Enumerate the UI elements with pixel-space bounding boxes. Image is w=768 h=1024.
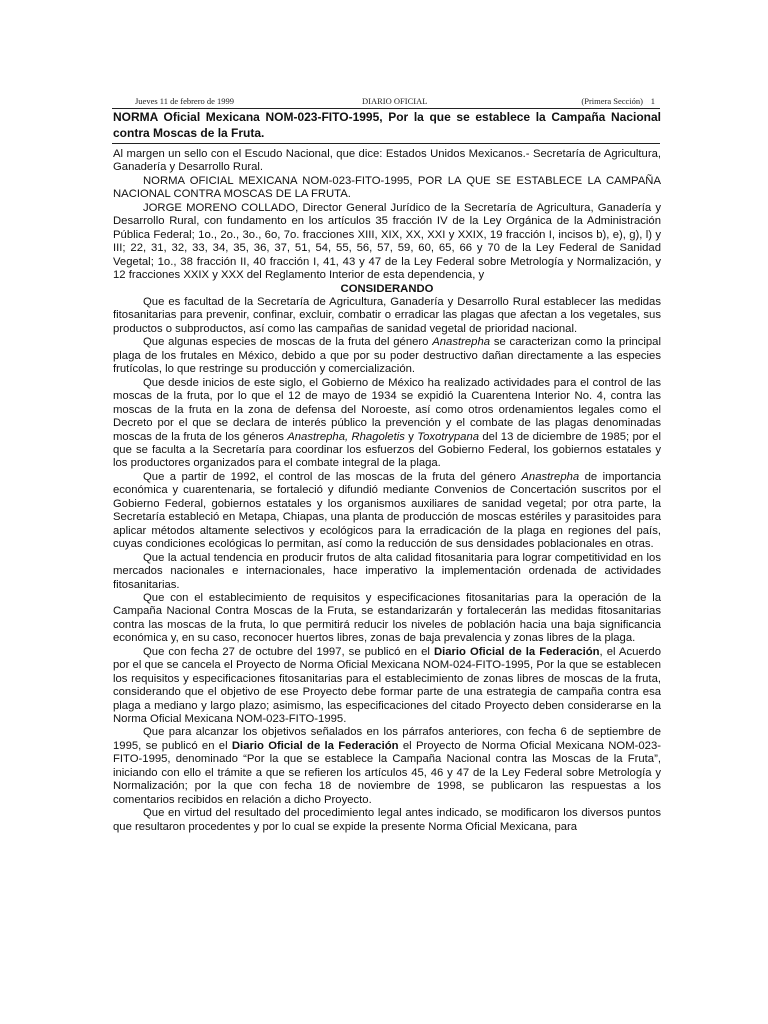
header-section: (Primera Sección) [581, 96, 643, 106]
paragraph-requirements: Que con el establecimiento de requisitos y especificaciones fitosanitarias para la operación de la Campaña Nacional Contra Moscas de la Fruta, se estandarizarán y fortalecerán las medidas fitosanitarias contra las moscas de la fruta, lo que permitirá reducir los niveles de población hacia una baja significancia económica y, en su caso, reconocer huertos libres, zonas de baja prevalencia y zonas libres de la plaga. [113, 591, 661, 645]
header-page-number: 1 [650, 96, 655, 106]
paragraph-1995: Que para alcanzar los objetivos señalados en los párrafos anteriores, con fecha 6 de septiembre de 1995, se publicó en el Diario Oficial de la Federación el Proyecto de Norma Oficial Mexicana NOM-023-FITO-1995, denominado “Por la que se establece la Campaña Nacional contra las Moscas de la Fruta”, iniciando con ello el trámite a que se refieren los artículos 45, 46 y 47 de la Ley Federal sobre Metrología y Normalización; por la que con fecha 18 de noviembre de 1998, se publicaron las respuestas a los comentarios recibidos en relación a dicho Proyecto. [113, 726, 661, 806]
header-publication: DIARIO OFICIAL [362, 96, 428, 106]
paragraph-1997: Que con fecha 27 de octubre del 1997, se publicó en el Diario Oficial de la Federación, el Acuerdo por el que se cancela el Proyecto de Norma Oficial Mexicana NOM-024-FITO-1995, Por la que se establecen los requisitos y especificaciones fitosanitarias para el establecimiento de zonas libres de moscas de la fruta, considerando que el objetivo de ese Proyecto debe formar parte de una estrategia de campaña contra esa plaga a mediano y largo plazo; asimismo, las especificaciones del citado Proyecto deben considerarse en la Norma Oficial Mexicana NOM-023-FITO-1995. [113, 645, 661, 726]
paragraph-1992: Que a partir de 1992, el control de las moscas de la fruta del género Anastrepha de importancia económica y cuarentenaria, se fortaleció y difundió mediante Convenios de Concertación suscritos por el Gobierno Federal, gobiernos estatales y los organismos auxiliares de sanidad vegetal; por otra parte, la Secretaría estableció en Metapa, Chiapas, una planta de producción de moscas estériles y parasitoides para aplicar métodos altamente selectivos y ecológicos para la erradicación de la plaga en regiones del país, cuyas condiciones ecológicas lo permitan, así como la reducción de sus densidades poblacionales en otras. [113, 470, 661, 551]
considerando-heading: CONSIDERANDO [340, 282, 434, 295]
paragraph-species: Que algunas especies de moscas de la fruta del género Anastrepha se caracterizan como la principal plaga de los frutales en México, debido a que por su poder destructivo dañan directamente a las especies frutícolas, lo que restringe su producción y comercialización. [113, 336, 661, 376]
page-header [135, 96, 655, 108]
document-body [113, 148, 661, 834]
paragraph-result: Que en virtud del resultado del procedimiento legal antes indicado, se modificaron los diversos puntos que resultaron procedentes y por lo cual se expide la presente Norma Oficial Mexicana, para [113, 807, 661, 833]
paragraph-faculty: Que es facultad de la Secretaría de Agricultura, Ganadería y Desarrollo Rural establecer las medidas fitosanitarias para prevenir, confinar, excluir, combatir o erradicar las plagas que afectan a los vegetales, sus productos o subproductos, así como las campañas de sanidad vegetal de prioridad nacional. [113, 295, 661, 335]
paragraph-signatory: JORGE MORENO COLLADO, Director General Jurídico de la Secretaría de Agricultura, Ganadería y Desarrollo Rural, con fundamento en los artículos 35 fracción IV de la Ley Orgánica de la Administración Pública Federal; 1o., 2o., 3o., 6o, 7o. fracciones XIII, XIX, XX, XXI y XXIX, 19 fracción I, incisos b), e), g), l) y III; 22, 31, 32, 33, 34, 35, 36, 37, 51, 54, 55, 56, 57, 59, 60, 65, 66 y 70 de la Ley Federal de Sanidad Vegetal; 1o., 38 fracción II, 40 fracción I, 41, 43 y 47 de la Ley Federal sobre Metrología y Normalización, y 12 fracciones XXIX y XXX del Reglamento Interior de esta dependencia, y [113, 201, 661, 282]
header-date: Jueves 11 de febrero de 1999 [135, 96, 235, 106]
document-title: NORMA Oficial Mexicana NOM-023-FITO-1995, Por la que se establece la Campaña Nacional contra Moscas de la Fruta. [113, 110, 661, 140]
paragraph-seal: Al margen un sello con el Escudo Nacional, que dice: Estados Unidos Mexicanos.- Secretaría de Agricultura, Ganadería y Desarrollo Rural. [113, 148, 661, 174]
title-rule [112, 143, 660, 144]
paragraph-trend: Que la actual tendencia en producir frutos de alta calidad fitosanitaria para lograr competitividad en los mercados nacionales e internacionales, hace imperativo la implementación ordenada de actividades fitosanitarias. [113, 551, 661, 591]
paragraph-norm-heading: NORMA OFICIAL MEXICANA NOM-023-FITO-1995, POR LA QUE SE ESTABLECE LA CAMPAÑA NACIONAL CONTRA MOSCAS DE LA FRUTA. [113, 174, 661, 201]
paragraph-history: Que desde inicios de este siglo, el Gobierno de México ha realizado actividades para el control de las moscas de la fruta, por lo que el 12 de mayo de 1934 se expidió la Cuarentena Interior No. 4, contra las moscas de la fruta en la zona de defensa del Noroeste, así como otros ordenamientos legales como el Decreto por el que se declara de interés público la prevención y el combate de las plagas denominadas moscas de la fruta de los géneros Anastrepha, Rhagoletis y Toxotrypana del 13 de diciembre de 1985; por el que se faculta a la Secretaría para coordinar los esfuerzos del Gobierno Federal, los gobiernos estatales y los productores organizados para el combate integral de la plaga. [113, 376, 662, 470]
